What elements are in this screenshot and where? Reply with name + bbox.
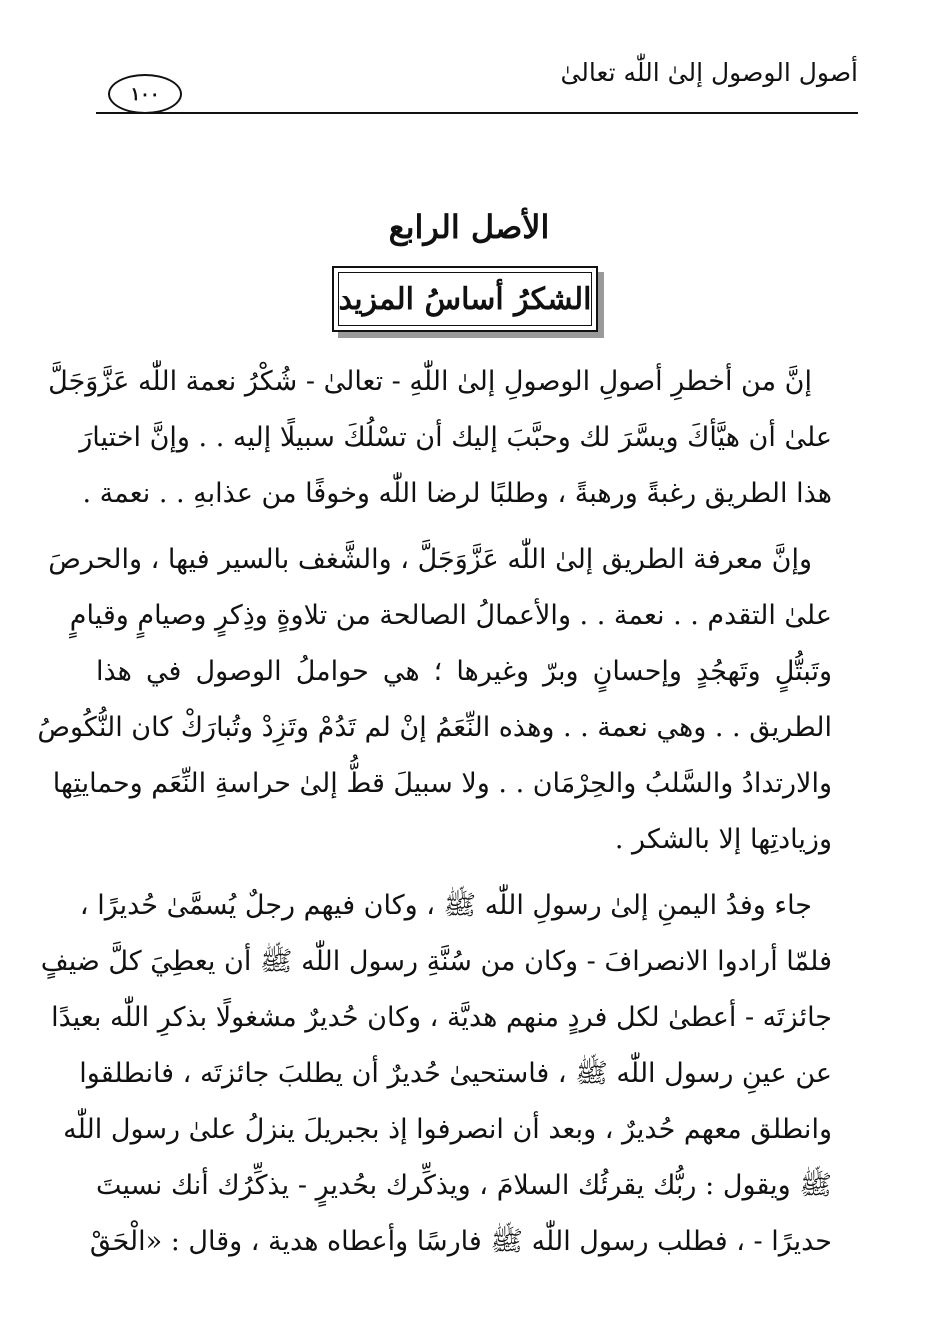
text-line: ﷺ ويقول : ربُّك يقرئُك السلامَ ، ويذكِّرك بحُديرٍ - يذكِّرُك أنك نسيتَ (96, 1170, 832, 1201)
text-line: وتَبتُّلٍ وتَهجُدٍ وإحسانٍ وبرّ وغيرها ؛ هي حواملُ الوصول في هذا (96, 656, 832, 687)
text-line: جاء وفدُ اليمنِ إلىٰ رسولِ اللّٰه ﷺ ، وكان فيهم رجلٌ يُسمَّىٰ حُديرًا ، (79, 890, 812, 921)
text-line: وانطلق معهم حُديرٌ ، وبعد أن انصرفوا إذ بجبريلَ ينزلُ علىٰ رسول اللّٰه (63, 1114, 832, 1145)
text-line: حديرًا - ، فطلب رسول اللّٰه ﷺ فارسًا وأعطاه هدية ، وقال : «الْحَقْ (89, 1226, 832, 1257)
text-line: فلمّا أرادوا الانصرافَ - وكان من سُنَّةِ رسول اللّٰه ﷺ أن يعطِيَ كلَّ ضيفٍ (40, 946, 832, 977)
running-title: أصول الوصول إلىٰ اللّٰه تعالىٰ (560, 58, 858, 87)
paragraph-1 (48, 354, 832, 522)
page-header (96, 52, 858, 112)
header-divider (96, 112, 858, 114)
text-line: جائزتَه - أعطىٰ لكل فردٍ منهم هديَّة ، وكان حُديرٌ مشغولًا بذكرِ اللّٰه بعيدًا (51, 1002, 832, 1033)
text-line: وإنَّ معرفة الطريق إلىٰ اللّٰه عَزَّوَجَلَّ ، والشَّغف بالسير فيها ، والحرصَ (48, 544, 812, 575)
chapter-heading: الأصل الرابع (388, 208, 550, 246)
text-line: الطريق . . وهي نعمة . . وهذه النِّعَمُ إنْ لم تَدُمْ وتَزِدْ وتُبارَكْ كان النُّكُوصُ (37, 712, 832, 743)
text-line: علىٰ أن هيَّأكَ ويسَّرَ لك وحبَّبَ إليك أن تسْلُكَ سبيلًا إليه . . وإنَّ اختيارَ (79, 422, 832, 453)
chapter-subtitle: الشكرُ أساسُ المزيد (338, 281, 592, 317)
text-line: والارتدادُ والسَّلبُ والحِرْمَان . . ولا سبيلَ قطُّ إلىٰ حراسةِ النِّعَم وحمايتِها (52, 768, 832, 799)
body-text (37, 354, 832, 1270)
page-number-badge: ١٠٠ (108, 74, 182, 114)
text-line: عن عينِ رسول اللّٰه ﷺ ، فاستحيىٰ حُديرٌ أن يطلبَ جائزتَه ، فانطلقوا (79, 1058, 832, 1089)
paragraph-3 (40, 878, 832, 1270)
text-line: وزيادتِها إلا بالشكر . (614, 824, 832, 855)
text-line: علىٰ التقدم . . نعمة . . والأعمالُ الصالحة من تلاوةٍ وذِكرٍ وصيامٍ وقيامٍ (69, 600, 832, 631)
text-line: إنَّ من أخطرِ أصولِ الوصولِ إلىٰ اللّٰهِ - تعالىٰ - شُكْرُ نعمة اللّٰه عَزَّوَجَلَّ (48, 366, 812, 397)
paragraph-2 (37, 532, 832, 868)
text-line: هذا الطريق رغبةً ورهبةً ، وطلبًا لرضا اللّٰه وخوفًا من عذابهِ . . نعمة . (82, 478, 832, 509)
chapter-subtitle-box (332, 266, 598, 332)
